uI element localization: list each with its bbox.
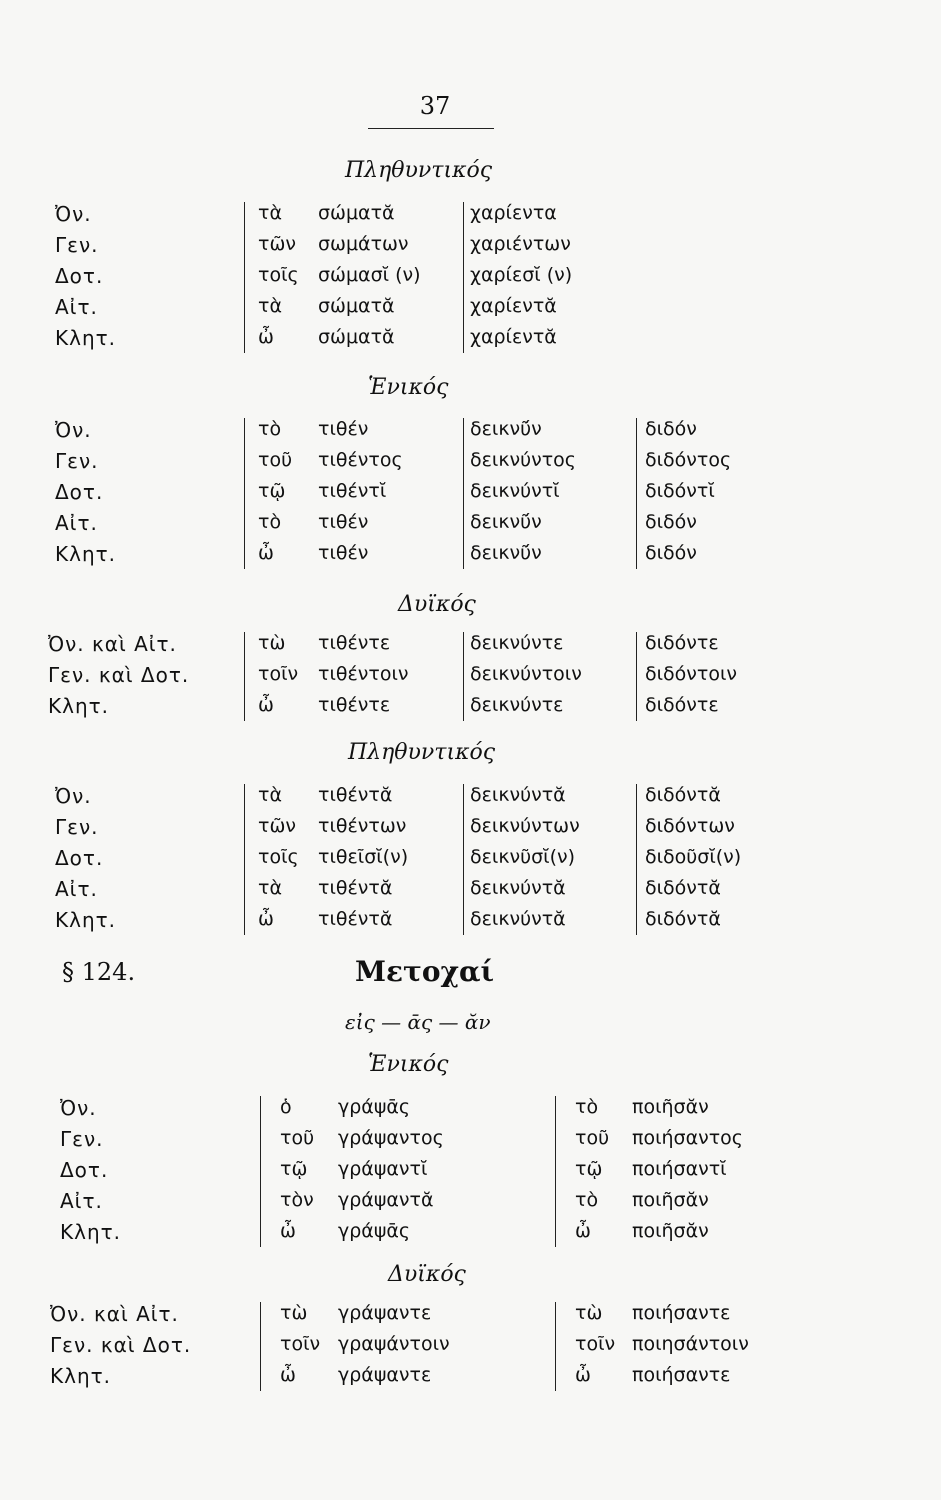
case-label: Δοτ.	[60, 1158, 109, 1182]
form-cell: τῶν	[258, 815, 296, 837]
column-divider	[555, 1302, 556, 1391]
form-cell: γράψαντε	[338, 1364, 432, 1386]
form-cell: τιθέντος	[318, 449, 403, 471]
page-number: 37	[419, 92, 451, 120]
form-cell: ὦ	[258, 542, 274, 564]
form-cell: τιθέντων	[318, 815, 407, 837]
case-label: Αἰτ.	[60, 1189, 103, 1213]
form-cell: ὦ	[258, 694, 274, 716]
case-label: Ὀν.	[60, 1096, 97, 1120]
case-label: Ὀν.	[55, 202, 92, 226]
form-cell: διδόν	[645, 542, 697, 564]
form-cell: ὦ	[258, 326, 274, 348]
form-cell: τῷ	[280, 1158, 308, 1180]
form-cell: σώματᾰ	[318, 326, 395, 348]
form-cell: τῶν	[258, 233, 296, 255]
form-cell: τιθεῖσῐ(ν)	[318, 846, 409, 868]
form-cell: τιθέντᾰ	[318, 784, 393, 806]
form-cell: τιθέν	[318, 511, 369, 533]
section-number: § 124.	[62, 958, 136, 986]
form-cell: διδόντῐ	[645, 480, 715, 502]
form-cell: γράψαντῐ	[338, 1158, 428, 1180]
form-cell: τὸ	[575, 1096, 599, 1118]
form-cell: ποιήσαντῐ	[632, 1158, 727, 1180]
form-cell: σώματᾰ	[318, 295, 395, 317]
form-cell: χαρίεντᾰ	[470, 295, 557, 317]
form-cell: δεικνύντοιν	[470, 663, 582, 685]
form-cell: ποιῆσᾰν	[632, 1096, 709, 1118]
form-cell: σώμασῐ (ν)	[318, 264, 421, 286]
form-cell: ποιησάντοιν	[632, 1333, 749, 1355]
form-cell: τιθέντε	[318, 632, 391, 654]
form-cell: τιθέντοιν	[318, 663, 409, 685]
column-divider	[463, 784, 464, 935]
column-divider	[463, 202, 464, 353]
case-label: Κλητ.	[60, 1220, 122, 1244]
column-divider	[636, 784, 637, 935]
form-cell: τοῖς	[258, 846, 299, 868]
case-label: Ὀν.	[55, 784, 92, 808]
form-cell: δεικνύντων	[470, 815, 580, 837]
section-title: Μετοχαί	[355, 955, 495, 988]
form-cell: χαρίεντα	[470, 202, 557, 224]
form-cell: τὼ	[258, 632, 286, 654]
column-divider	[636, 418, 637, 569]
form-cell: διδόντε	[645, 632, 719, 654]
case-label: Κλητ.	[50, 1364, 112, 1388]
form-cell: τὰ	[258, 295, 282, 317]
case-label: Αἰτ.	[55, 877, 98, 901]
section-subtitle: εἰς — ᾱς — ᾰν	[345, 1010, 491, 1034]
form-cell: ποιήσαντος	[632, 1127, 743, 1149]
case-label: Κλητ.	[55, 542, 117, 566]
header-rule	[368, 128, 494, 129]
form-cell: χαριέντων	[470, 233, 571, 255]
form-cell: τοῖν	[575, 1333, 616, 1355]
form-cell: τὰ	[258, 877, 282, 899]
form-cell: δεικνύντᾰ	[470, 784, 566, 806]
form-cell: διδόντος	[645, 449, 732, 471]
case-label: Γεν.	[60, 1127, 104, 1151]
column-divider	[463, 418, 464, 569]
form-cell: τὸ	[258, 511, 282, 533]
form-cell: χαρίεντᾰ	[470, 326, 557, 348]
form-cell: δεικνύντᾰ	[470, 877, 566, 899]
form-cell: τιθέντε	[318, 694, 391, 716]
case-label: Γεν.	[55, 815, 99, 839]
form-cell: διδόντᾰ	[645, 908, 721, 930]
case-label: Δοτ.	[55, 846, 104, 870]
case-label: Δοτ.	[55, 264, 104, 288]
form-cell: ὦ	[575, 1220, 591, 1242]
form-cell: διδόν	[645, 511, 697, 533]
form-cell: τοῖς	[258, 264, 299, 286]
form-cell: διδόντᾰ	[645, 877, 721, 899]
form-cell: ποιήσαντε	[632, 1364, 731, 1386]
form-cell: δεικνῦ́ν	[470, 511, 542, 533]
form-cell: ποιήσαντε	[632, 1302, 731, 1324]
form-cell: ὦ	[280, 1220, 296, 1242]
form-cell: τιθέν	[318, 542, 369, 564]
column-divider	[260, 1302, 261, 1391]
form-cell: τοῦ	[258, 449, 293, 471]
form-cell: διδόν	[645, 418, 697, 440]
column-divider	[636, 632, 637, 721]
form-cell: γραψάντοιν	[338, 1333, 450, 1355]
form-cell: διδόντων	[645, 815, 735, 837]
form-cell: δεικνύντος	[470, 449, 576, 471]
form-cell: διδόντοιν	[645, 663, 738, 685]
column-divider	[244, 418, 245, 569]
form-cell: τοῦ	[280, 1127, 315, 1149]
case-label: Αἰτ.	[55, 295, 98, 319]
column-divider	[244, 202, 245, 353]
form-cell: δεικνύντᾰ	[470, 908, 566, 930]
case-label: Γεν. καὶ Δοτ.	[50, 1333, 192, 1357]
case-label: Γεν. καὶ Δοτ.	[48, 663, 190, 687]
form-cell: τὸν	[280, 1189, 314, 1211]
heading-dual-2: Δυϊκός	[388, 1262, 466, 1287]
column-divider	[260, 1096, 261, 1247]
form-cell: ποιῆσᾰν	[632, 1189, 709, 1211]
case-label: Κλητ.	[48, 694, 110, 718]
heading-plural-1: Πληθυντικός	[345, 158, 493, 183]
case-label: Ὀν.	[55, 418, 92, 442]
form-cell: διδοῦσῐ(ν)	[645, 846, 742, 868]
form-cell: χαρίεσῐ (ν)	[470, 264, 573, 286]
form-cell: γράψᾱς	[338, 1220, 411, 1242]
form-cell: γράψᾱς	[338, 1096, 411, 1118]
form-cell: τῷ	[575, 1158, 603, 1180]
form-cell: δεικνύντε	[470, 694, 564, 716]
form-cell: διδόντε	[645, 694, 719, 716]
form-cell: τιθέντᾰ	[318, 877, 393, 899]
case-label: Γεν.	[55, 449, 99, 473]
case-label: Δοτ.	[55, 480, 104, 504]
form-cell: τιθέν	[318, 418, 369, 440]
form-cell: τῷ	[258, 480, 286, 502]
case-label: Αἰτ.	[55, 511, 98, 535]
form-cell: γράψαντος	[338, 1127, 444, 1149]
heading-singular-2: Ἑνικός	[368, 1052, 449, 1077]
form-cell: τὸ	[258, 418, 282, 440]
form-cell: γράψαντᾰ	[338, 1189, 434, 1211]
form-cell: σώματᾰ	[318, 202, 395, 224]
form-cell: δεικνύντῐ	[470, 480, 560, 502]
case-label: Γεν.	[55, 233, 99, 257]
form-cell: τοῦ	[575, 1127, 610, 1149]
case-label: Ὀν. καὶ Αἰτ.	[48, 632, 177, 656]
form-cell: ὦ	[258, 908, 274, 930]
form-cell: τὰ	[258, 202, 282, 224]
form-cell: τὼ	[280, 1302, 308, 1324]
case-label: Ὀν. καὶ Αἰτ.	[50, 1302, 179, 1326]
form-cell: δεικνῦ́ν	[470, 542, 542, 564]
column-divider	[244, 632, 245, 721]
form-cell: δεικνῦσῐ(ν)	[470, 846, 576, 868]
form-cell: σωμάτων	[318, 233, 409, 255]
form-cell: τὸ	[575, 1189, 599, 1211]
form-cell: ποιῆσᾰν	[632, 1220, 709, 1242]
form-cell: ὁ	[280, 1096, 292, 1118]
heading-plural-2: Πληθυντικός	[348, 740, 496, 765]
case-label: Κλητ.	[55, 908, 117, 932]
form-cell: τιθέντᾰ	[318, 908, 393, 930]
form-cell: διδόντᾰ	[645, 784, 721, 806]
form-cell: τὼ	[575, 1302, 603, 1324]
form-cell: ὦ	[280, 1364, 296, 1386]
column-divider	[244, 784, 245, 935]
column-divider	[463, 632, 464, 721]
column-divider	[555, 1096, 556, 1247]
form-cell: τοῖν	[258, 663, 299, 685]
heading-singular-1: Ἑνικός	[368, 375, 449, 400]
form-cell: δεικνύντε	[470, 632, 564, 654]
form-cell: γράψαντε	[338, 1302, 432, 1324]
form-cell: ὦ	[575, 1364, 591, 1386]
case-label: Κλητ.	[55, 326, 117, 350]
form-cell: τοῖν	[280, 1333, 321, 1355]
form-cell: δεικνῦ́ν	[470, 418, 542, 440]
form-cell: τιθέντῐ	[318, 480, 387, 502]
heading-dual-1: Δυϊκός	[398, 592, 476, 617]
form-cell: τὰ	[258, 784, 282, 806]
